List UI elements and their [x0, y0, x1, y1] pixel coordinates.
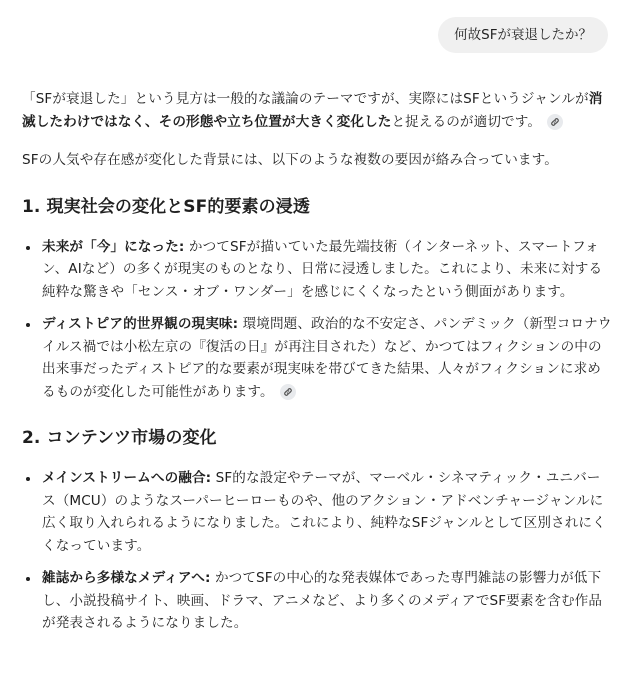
section-heading: 2. コンテンツ市場の変化 [22, 428, 217, 448]
item-label: メインストリームへの融合: [42, 470, 212, 486]
list-item [40, 567, 612, 635]
item-label: 未来が「今」になった: [42, 238, 185, 255]
item-text: 環境問題、政治的な不安定さ、パンデミック（新型コロナウイルス禍では小松左京の『復活の日』が再注目された）など、かつてはフィクションの中の出来事だったディストピア的な要素が現実味を帯びてきた結果、人々がフィクションに求めるものが変化した可能性があります。 [42, 316, 612, 400]
source-link-icon[interactable] [547, 114, 563, 130]
item-label: ディストピア的世界観の現実味: [42, 316, 239, 332]
item-label: 雑誌から多様なメディアへ: [42, 570, 211, 586]
intro-paragraph-2: SFの人気や存在感が変化した背景には、以下のような複数の要因が絡み合っています。 [22, 152, 558, 168]
source-link-icon[interactable] [280, 384, 296, 400]
user-message-bubble: 何故SFが衰退したか？ [438, 17, 608, 53]
bullet-list [22, 236, 612, 404]
bullet-list [22, 467, 612, 635]
item-text: かつてSFが描いていた最先端技術（インターネット、スマートフォン、AIなど）の多くが現実のものとなり、日常に浸透しました。これにより、未来に対する純粋な驚きや「センス・オブ・ワンダー」を感じにくくなったという側面があります。 [42, 238, 603, 300]
intro-text: 「SFが衰退した」という見方は一般的な議論のテーマですが、実際にはSFというジャンルが [22, 91, 589, 107]
assistant-response [22, 88, 612, 645]
list-item [40, 236, 612, 304]
intro-text-end: と捉えるのが適切です。 [391, 113, 542, 130]
list-item [40, 467, 612, 557]
section-heading: 1. 現実社会の変化とSF的要素の浸透 [22, 196, 310, 217]
item-text: かつてSFの中心的な発表媒体であった専門雑誌の影響力が低下し、小説投稿サイト、映画、ドラマ、アニメなど、より多くのメディアでSF要素を含む作品が発表されるようになりました。 [42, 570, 603, 631]
list-item [40, 313, 612, 403]
item-text: SF的な設定やテーマが、マーベル・シネマティック・ユニバース（MCU）のようなスーパーヒーローものや、他のアクション・アドベンチャージャンルに広く取り入れられるようになりました。これにより、純粋なSFジャンルとして区別されにくくなっています。 [42, 470, 606, 554]
intro-paragraph [22, 88, 612, 133]
intro-bold: 消滅したわけではなく、その形態や立ち位置が大きく変化した [22, 91, 603, 130]
